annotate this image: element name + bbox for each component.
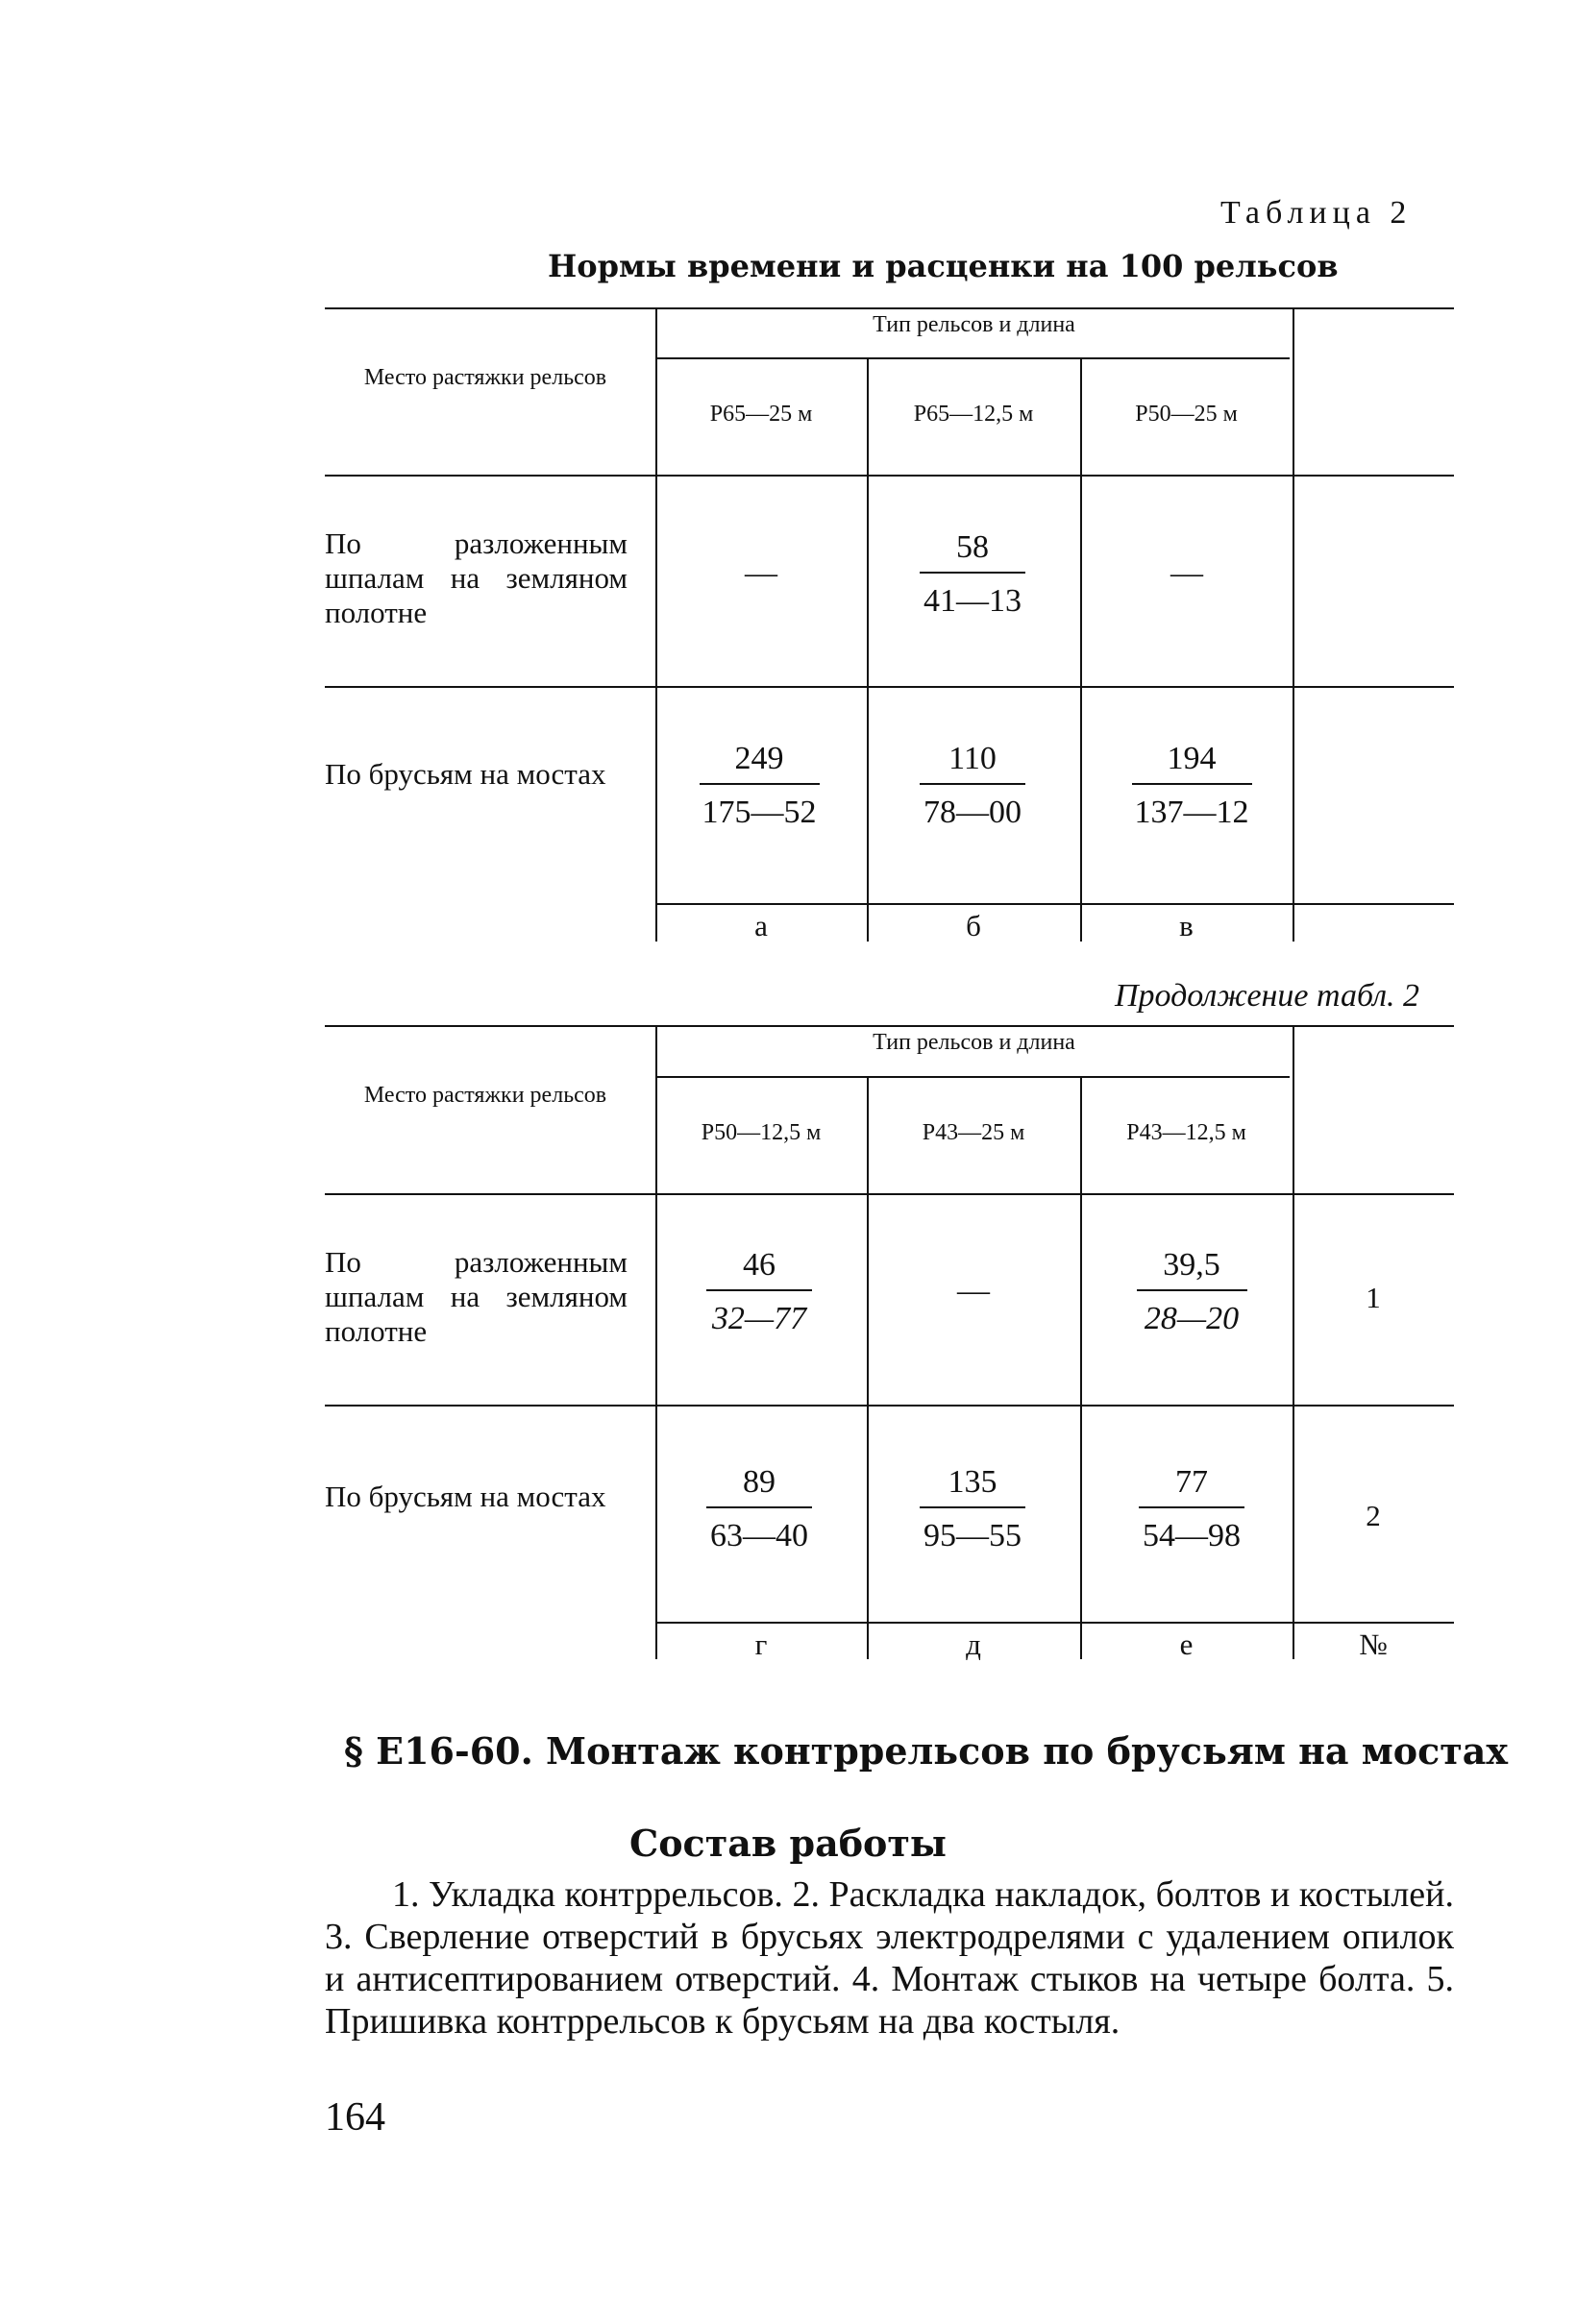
- col-header: Р50—25 м: [1135, 402, 1238, 427]
- row-label: По разложенным шпалам на земляном полотне: [325, 1245, 628, 1348]
- cell-denominator: 175—52: [702, 795, 817, 830]
- group-header: Тип рельсов и длина: [873, 312, 1075, 337]
- row-label: По брусьям на мостах: [325, 1480, 606, 1513]
- cell-numerator: 135: [948, 1464, 997, 1500]
- cell-fraction: [702, 1249, 817, 1335]
- cell-denominator: 28—20: [1144, 1301, 1240, 1336]
- cell-fraction: [1124, 743, 1259, 829]
- cell-denominator: 54—98: [1143, 1518, 1241, 1553]
- cell-fraction: [1129, 1466, 1254, 1553]
- cell-fraction: [702, 1466, 817, 1553]
- row-number: 2: [1366, 1499, 1381, 1532]
- section-title: § Е16-60. Монтаж контррельсов по брусьям на мостах: [344, 1729, 1509, 1773]
- cell-denominator: 32—77: [711, 1301, 807, 1336]
- cell-fraction: [915, 743, 1030, 829]
- col-letter: б: [966, 909, 981, 942]
- cell-dash: —: [1170, 555, 1203, 591]
- cell-denominator: 63—40: [710, 1518, 808, 1553]
- group-header: Тип рельсов и длина: [873, 1030, 1075, 1055]
- row-number: 1: [1366, 1281, 1381, 1314]
- row-label: По разложенным шпалам на земляном полотне: [325, 526, 628, 629]
- number-col-label: №: [1359, 1627, 1388, 1661]
- cell-numerator: 249: [734, 741, 784, 776]
- work-description: 1. Укладка контррельсов. 2. Раскладка накладок, болтов и костылей. 3. Сверление отверстий в брусьях электродрелями с удалением опилок и антисептированием отверстий. 4. Монтаж стыков на четыре болта. 5. Пришивка контррельсов к брусьям на два костыля.: [325, 1874, 1454, 2042]
- row-label: По брусьям на мостах: [325, 757, 606, 791]
- cell-denominator: 95—55: [923, 1518, 1022, 1553]
- row-header: Место растяжки рельсов: [363, 1083, 607, 1108]
- cell-denominator: 78—00: [923, 795, 1022, 830]
- cell-fraction: [1124, 1249, 1259, 1335]
- cell-numerator: 46: [743, 1247, 776, 1283]
- cell-numerator: 89: [743, 1464, 776, 1500]
- col-header: Р50—12,5 м: [701, 1120, 822, 1145]
- cell-numerator: 77: [1175, 1464, 1208, 1500]
- table-title: Нормы времени и расценки на 100 рельсов: [548, 248, 1339, 284]
- col-header: Р65—25 м: [709, 402, 813, 427]
- col-header: Р65—12,5 м: [913, 402, 1034, 427]
- cell-fraction: [915, 1466, 1030, 1553]
- row-header: Место растяжки рельсов: [363, 365, 607, 390]
- table-label: Таблица 2: [1220, 195, 1413, 231]
- col-letter: в: [1179, 909, 1194, 942]
- cell-dash: —: [745, 555, 777, 591]
- col-letter: е: [1179, 1627, 1194, 1661]
- cell-numerator: 58: [956, 529, 989, 565]
- cell-denominator: 137—12: [1134, 795, 1249, 830]
- continuation-label: Продолжение табл. 2: [1115, 978, 1420, 1014]
- col-letter: а: [754, 909, 768, 942]
- col-header: Р43—25 м: [922, 1120, 1025, 1145]
- col-letter: г: [754, 1627, 768, 1661]
- cell-fraction: [692, 743, 826, 829]
- cell-denominator: 41—13: [923, 583, 1022, 619]
- cell-numerator: 194: [1167, 741, 1217, 776]
- cell-fraction: [915, 531, 1030, 618]
- col-header: Р43—12,5 м: [1126, 1120, 1246, 1145]
- subsection-title: Состав работы: [628, 1822, 948, 1865]
- col-letter: д: [966, 1627, 981, 1661]
- cell-dash: —: [957, 1273, 990, 1309]
- cell-numerator: 110: [948, 741, 997, 776]
- cell-numerator: 39,5: [1163, 1247, 1220, 1283]
- page-number: 164: [325, 2095, 385, 2140]
